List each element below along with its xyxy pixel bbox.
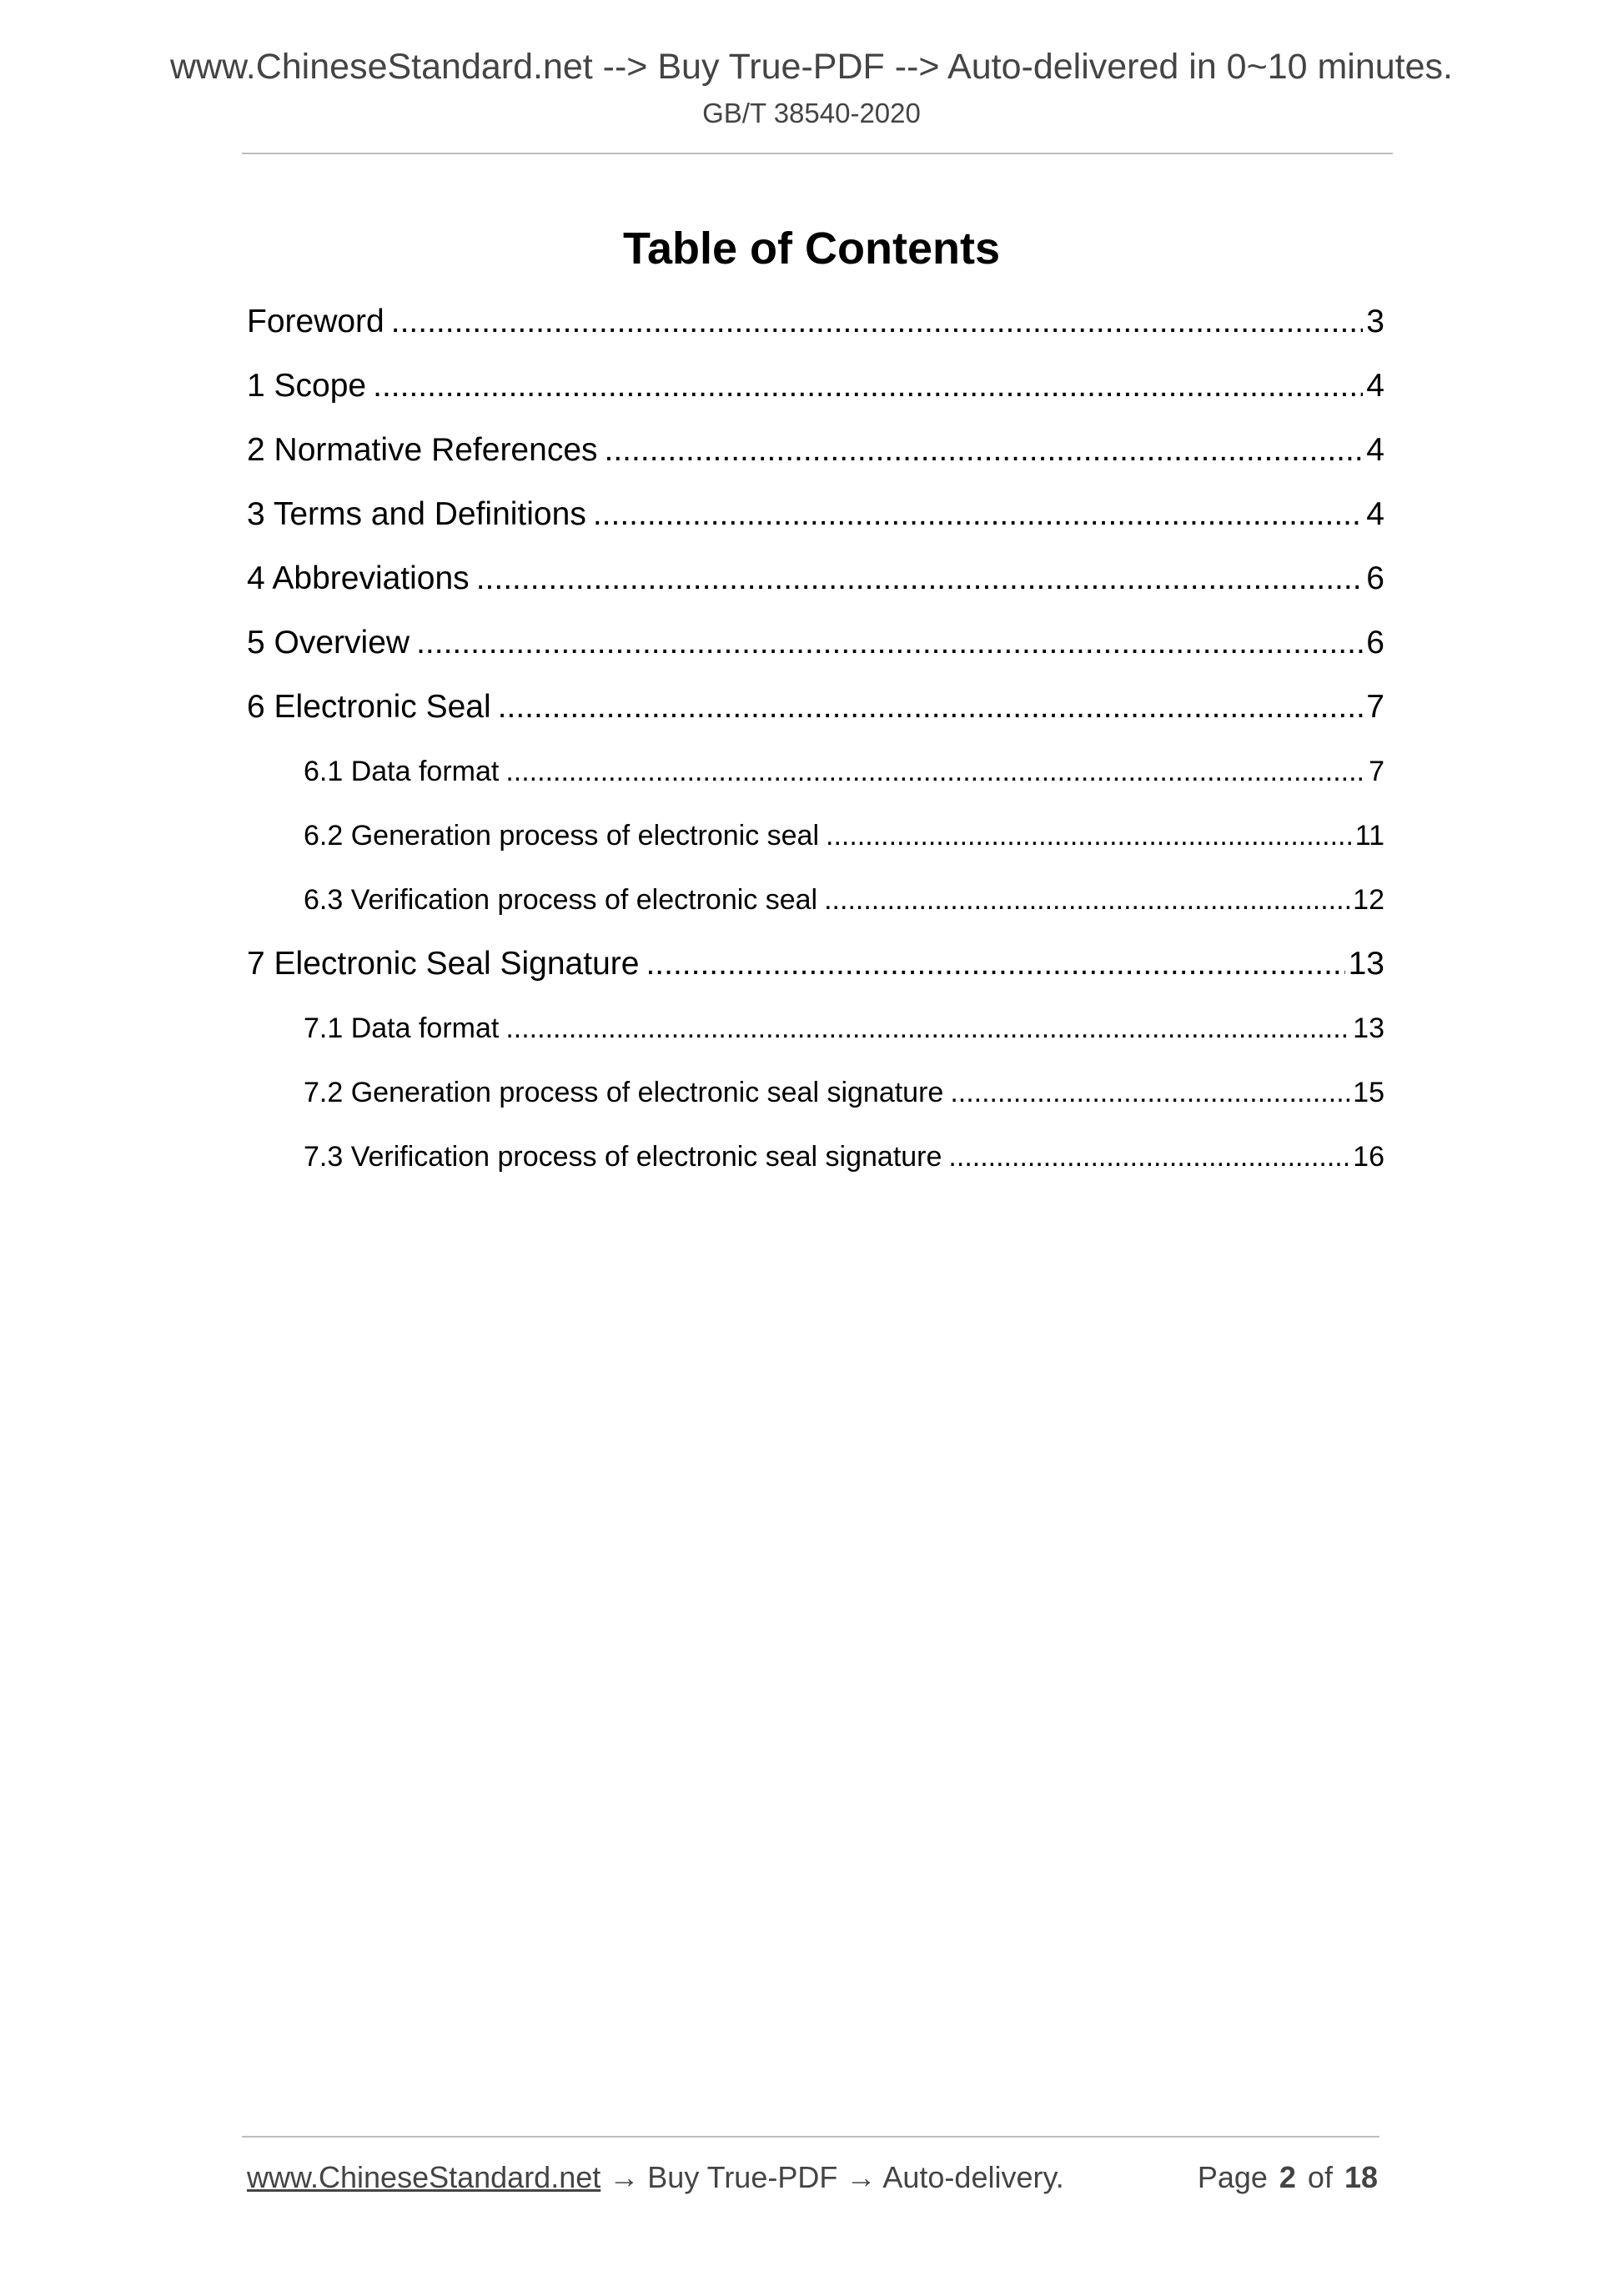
toc-entry-page: 15 [1353, 1077, 1384, 1108]
toc-entry-6-2-generation-process[interactable] [304, 815, 1384, 857]
toc-entry-label: 2 Normative References [247, 432, 598, 468]
toc-leader-dots [505, 751, 1365, 792]
toc-entry-label: 6 Electronic Seal [247, 689, 491, 725]
standard-number: GB/T 38540-2020 [702, 98, 921, 128]
footer-site-link[interactable]: www.ChineseStandard.net [247, 2160, 601, 2194]
footer-divider [242, 2136, 1379, 2138]
toc-entry-page: 4 [1366, 496, 1384, 532]
arrow-right-icon: → [609, 2160, 640, 2194]
toc-leader-dots [416, 620, 1363, 666]
toc-leader-dots [373, 363, 1363, 409]
toc-entry-label: 3 Terms and Definitions [247, 496, 586, 532]
footer-buy-text: Buy True-PDF [647, 2160, 838, 2194]
header-divider [242, 153, 1393, 154]
toc-leader-dots [826, 815, 1352, 857]
footer [247, 2154, 1378, 2201]
toc-entry-6-1-data-format[interactable] [304, 751, 1384, 792]
toc-entry-7-3-verification-process[interactable] [304, 1136, 1384, 1178]
toc-entry-label: 7 Electronic Seal Signature [247, 946, 640, 982]
page-total: 18 [1344, 2160, 1378, 2194]
toc-entry-page: 16 [1353, 1141, 1384, 1173]
toc-entry-page: 6 [1366, 560, 1384, 596]
toc-entry-label: 5 Overview [247, 625, 410, 661]
toc-leader-dots [593, 491, 1363, 538]
toc-entry-scope[interactable] [247, 363, 1384, 409]
toc-leader-dots [948, 1136, 1349, 1178]
toc-entry-page: 13 [1353, 1012, 1384, 1044]
toc-entry-label: Foreword [247, 304, 384, 339]
toc-leader-dots [646, 941, 1344, 987]
toc-leader-dots [476, 555, 1364, 602]
page-title: Table of Contents [623, 224, 1000, 274]
toc-entry-foreword[interactable] [247, 299, 1384, 345]
page-current: 2 [1279, 2160, 1296, 2194]
footer-delivery-text: Auto-delivery. [882, 2160, 1064, 2194]
toc-entry-label: 6.3 Verification process of electronic seal [304, 884, 818, 916]
header-banner: www.ChineseStandard.net --> Buy True-PDF --> Auto-delivered in 0~10 minutes. [169, 47, 1453, 87]
toc-entry-page: 7 [1366, 689, 1384, 725]
toc-entry-page: 4 [1366, 432, 1384, 468]
toc-leader-dots [950, 1072, 1349, 1113]
toc-entry-label: 7.1 Data format [304, 1012, 500, 1044]
page-of-label: of [1307, 2160, 1333, 2194]
toc-entry-page: 11 [1354, 820, 1384, 852]
toc-entry-page: 4 [1366, 368, 1384, 404]
toc-entry-abbreviations[interactable] [247, 555, 1384, 602]
toc-entry-label: 6.2 Generation process of electronic seal [304, 820, 820, 852]
toc-entry-7-1-data-format[interactable] [304, 1007, 1384, 1049]
footer-left [247, 2154, 1064, 2201]
toc-leader-dots [498, 684, 1364, 731]
toc-entry-page: 13 [1348, 946, 1384, 982]
toc-entry-electronic-seal[interactable] [247, 684, 1384, 731]
toc-entry-label: 4 Abbreviations [247, 560, 470, 596]
arrow-right-icon: → [846, 2160, 877, 2194]
toc-leader-dots [391, 299, 1364, 345]
toc-entry-terms-definitions[interactable] [247, 491, 1384, 538]
toc-entry-electronic-seal-signature[interactable] [247, 941, 1384, 987]
toc-entry-overview[interactable] [247, 620, 1384, 666]
toc-entry-6-3-verification-process[interactable] [304, 879, 1384, 921]
toc-entry-page: 7 [1369, 756, 1384, 787]
toc-entry-page: 12 [1353, 884, 1384, 916]
toc-entry-page: 3 [1366, 304, 1384, 339]
page-label: Page [1197, 2160, 1268, 2194]
toc-entry-label: 7.2 Generation process of electronic seal signature [304, 1077, 944, 1108]
toc-leader-dots [605, 427, 1364, 474]
toc-entry-7-2-generation-process[interactable] [304, 1072, 1384, 1113]
toc-entry-normative-references[interactable] [247, 427, 1384, 474]
toc-entry-label: 1 Scope [247, 368, 367, 404]
toc-entry-label: 7.3 Verification process of electronic seal signature [304, 1141, 942, 1173]
toc-entry-label: 6.1 Data format [304, 756, 500, 787]
page-indicator [1198, 2154, 1378, 2201]
toc-leader-dots [824, 879, 1349, 921]
toc-entry-page: 6 [1366, 625, 1384, 661]
toc-leader-dots [505, 1007, 1349, 1049]
